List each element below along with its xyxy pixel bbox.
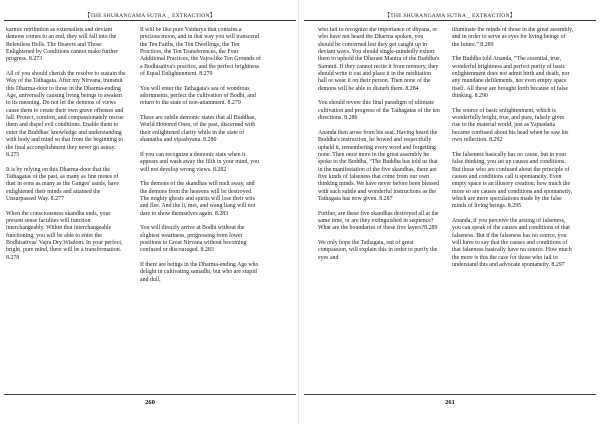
footer-rule [4, 394, 296, 395]
left-page [4, 0, 296, 424]
page-number: 261 [445, 399, 455, 406]
paragraph: When the consciousness skandha ends, your present sense faculties will function interchangeably. Within that interchangeable functioning, you will be able to enter the Bodhisattvas' Vajra Dry Wisdom. In your perfect, bright, pure mind, there will be a transformation. 8.278 [6, 210, 123, 261]
paragraph: You will directly arrive at Bodhi without the slightest weariness, progressing from lower positions to Great Nirvana without becoming confused or discouraged. 8.283 [140, 225, 247, 254]
paragraph: The Buddha told Ananda, “The essential, true, wonderful brightness and perfect purity of basic enlightenment does not admit birth and death, nor any mundane defilements, nor even empty space itself. All these are brought forth because of false thinking. 8.290 [452, 56, 570, 100]
paragraph: If there are beings in the Dharma-ending Age who delight in cultivating samadhi, but who are stupid and dull, [140, 262, 259, 283]
page-number: 260 [145, 399, 155, 406]
paragraph: The demons of the skandhas will melt away, and the demons from the heavens will be destroyed. The mighty ghosts and spirits will lose their wits and flee. And the li, mei, and wang liang will not dare to show themselves again. 8.283 [140, 181, 256, 217]
paragraph: karmic retribution as externalists and deviant demons comes to an end, they will fall into the Relentless Hells. The Hearers and Those Enlightened by Conditions cannot make further progress. 8.273 [6, 27, 119, 63]
paragraph: These are subtle demonic states that all Buddhas, World Honored Ones, of the past, discerned with their enlightened clarity while in the state of shamatha and vipashyana. 8.280 [140, 115, 256, 144]
paragraph: who fail to recognize the importance of dhyana, or who have not heard the Dharma spoken, you should be concerned lest they get caught up in deviant ways. You should single-mindedly exhort them to uphold the Dharani Mantra of the Buddha's Summit. If they cannot recite it from memory, they should write it out and place it in the meditation hall or wear it on their person. Then none of the demons will be able to disturb them. 8.284 [318, 27, 440, 92]
footer-rule [304, 394, 596, 395]
paragraph: Ananda, if you perceive the arising of falseness, you can speak of the causes and conditions of that falseness. But if the falseness has no source, you will have to say that the causes and conditions of that falseness basically have no source. How much the more is this the case for those who fail to understand this and advocate spontaneity. 8.297 [452, 217, 572, 268]
running-header: 【THE SHURANGAMA SUTRA _ EXTRACTION】 [84, 13, 216, 19]
paragraph: It is by relying on this Dharma-door that the Tathagatas of the past, as many as fine motes of dust in eons as many as the Ganges' sands, have enlightened their minds and attained the Unsurpassed Way. 8.277 [6, 166, 119, 202]
paragraph: We only hope the Tathagata, out of great compassion, will explain this in order to purify the eyes and [318, 239, 438, 261]
header-rule [4, 20, 296, 21]
paragraph: All of you should cherish the resolve to sustain the Way of the Tathagata. After my Nirvana, transmit this Dharma-door to those in the Dharma-ending Age, universally causing living beings to awaken to its meaning. Do not let the demons of views cause them to create their own grave offenses and fall. Protect, comfort, and compassionately rescue them and dispel evil conditions. Enable them to enter the Buddhas' knowledge and understanding with body and mind so that from the beginning to the final accomplishment they never go astray. 8.275 [6, 71, 126, 158]
text-column-right [140, 27, 262, 389]
text-column-right [452, 27, 574, 389]
paragraph: You should revere this final paradigm of ultimate cultivation and progress of the Tathagatas of the ten directions. 8.286 [318, 100, 440, 122]
header-rule [304, 20, 596, 21]
text-column-left [6, 27, 128, 389]
paragraph: The source of basic enlightenment, which is wonderfully bright, true, and pure, falsely gives rise to the material world, just as Yajnadatta became confused about his head when he saw his own reflection. 8.292 [452, 107, 569, 144]
book-gutter [298, 0, 299, 424]
paragraph: It will be like pure Vaidurya that contains a precious moon, and in that way you will transcend the Ten Faiths, the Ten Dwellings, the Ten Practices, the Ten Transferences, the Four Additional Practices, the Vajra-like Ten Grounds of a Bodhisattva's practice, and the perfect brightness of Equal Enlightenment. 8.279 [140, 27, 261, 78]
paragraph: You will enter the Tathagata's sea of wondrous adornments, perfect the cultivation of Bodhi, and return to the state of non-attainment. 8.279 [140, 85, 256, 107]
paragraph: Further, are these five skandhas destroyed all at the same time, or are they extinguished in sequence? What are the boundaries of these five layers?8.289 [318, 210, 439, 232]
paragraph: illuminate the minds of those in the great assembly, and in order to serve as eyes for living beings of the future.” 8.289 [452, 27, 574, 48]
right-page [304, 0, 596, 424]
paragraph: Ananda then arose from his seat. Having heard the Buddha's instruction, he bowed and respectfully upheld it, remembering every word and forgetting none. Then once more in the great assembly he spoke to the Buddha, “The Buddha has told us that in the manifestation of the five skandhas, there are five kinds of falseness that come from our own thinking minds. We have never before been blessed with such subtle and wonderful instructions as the Tathagata has now given. 8.287 [318, 129, 440, 202]
text-column-left [318, 27, 440, 389]
paragraph: If you can recognize a demonic state when it appears and wash away the filth in your mind, you will not develop wrong views. 8.282 [140, 151, 260, 173]
paragraph: The falseness basically has no cause, but in your false thinking, you set up causes and conditions. But those who are confused about the principle of causes and conditions call it spontaneity. Even empty space is an illusory creation; how much the more so are causes and conditions and spontaneity, which are mere speculations made by the false minds of living beings. 8.295 [452, 151, 573, 210]
running-header: 【THE SHURANGAMA SUTRA _ EXTRACTION】 [384, 13, 516, 19]
